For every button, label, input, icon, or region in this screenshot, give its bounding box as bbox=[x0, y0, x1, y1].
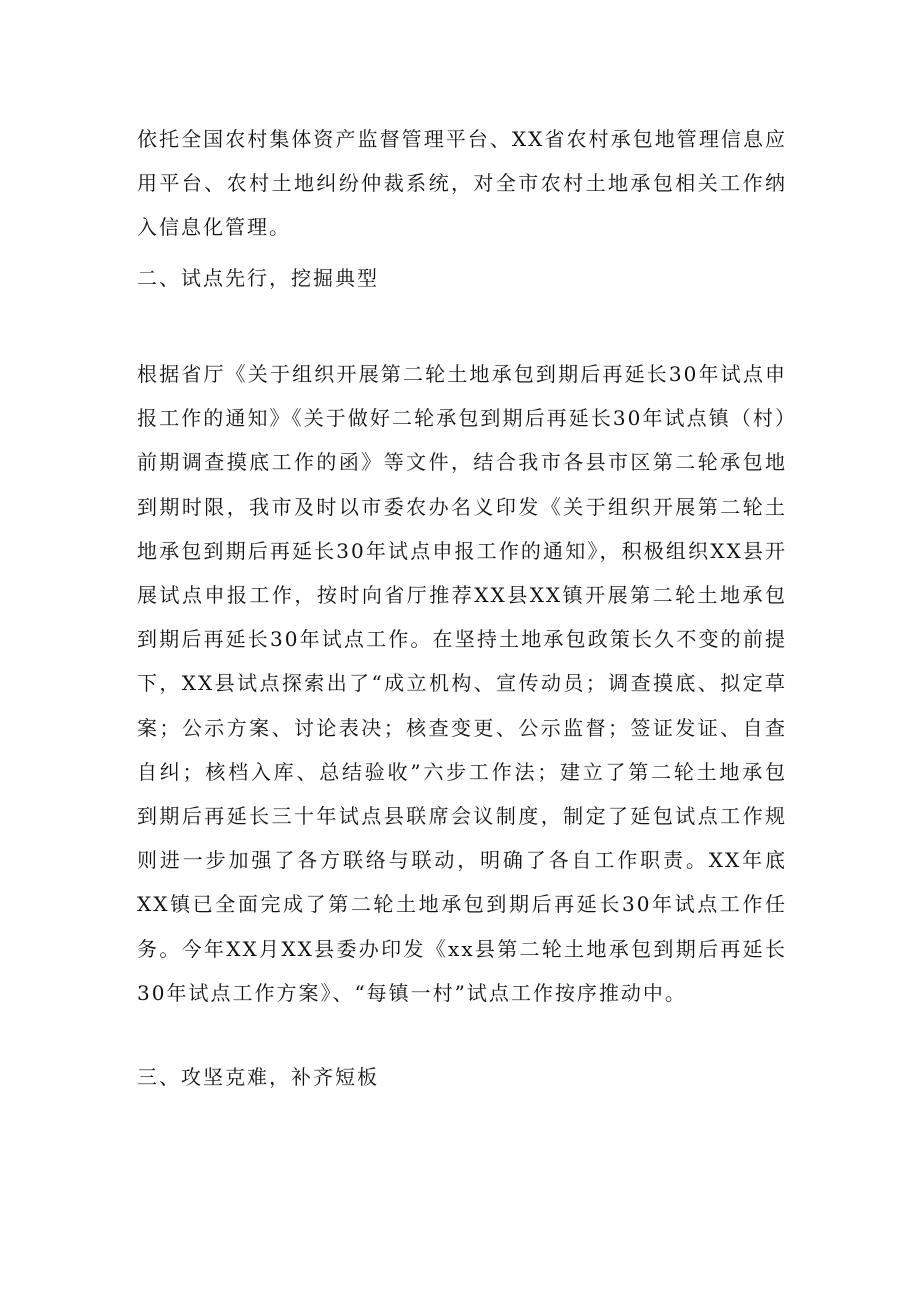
paragraph-informatization: 依托全国农村集体资产监督管理平台、XX省农村承包地管理信息应用平台、农村土地纠纷仲裁系统，对全市农村土地承包相关工作纳入信息化管理。 bbox=[137, 127, 787, 239]
paragraph-pilot-details: 根据省厅《关于组织开展第二轮土地承包到期后再延长30年试点申报工作的通知》《关于做好二轮承包到期后再延长30年试点镇（村）前期调查摸底工作的函》等文件，结合我市各县市区第二轮承包地到期时限，我市及时以市委农办名义印发《关于组织开展第二轮土地承包到期后再延长30年试点申报工作的通知》，积极组织XX县开展试点申报工作，按时向省厅推荐XX县XX镇开展第二轮土地承包到期后再延长30年试点工作。在坚持土地承包政策长久不变的前提下，XX县试点探索出了“成立机构、宣传动员；调查摸底、拟定草案；公示方案、讨论表决；核查变更、公示监督；签证发证、自查自纠；核档入库、总结验收”六步工作法；建立了第二轮土地承包到期后再延长三十年试点县联席会议制度，制定了延包试点工作规则进一步加强了各方联络与联动，明确了各自工作职责。XX年底XX镇已全面完成了第二轮土地承包到期后再延长30年试点工作任务。今年XX月XX县委办印发《xx县第二轮土地承包到期后再延长30年试点工作方案》、“每镇一村”试点工作按序推动中。 bbox=[137, 362, 787, 1005]
section-heading-shortcomings: 三、攻坚克难，补齐短板 bbox=[137, 1065, 379, 1089]
section-heading-pilot: 二、试点先行，挖掘典型 bbox=[137, 266, 379, 290]
